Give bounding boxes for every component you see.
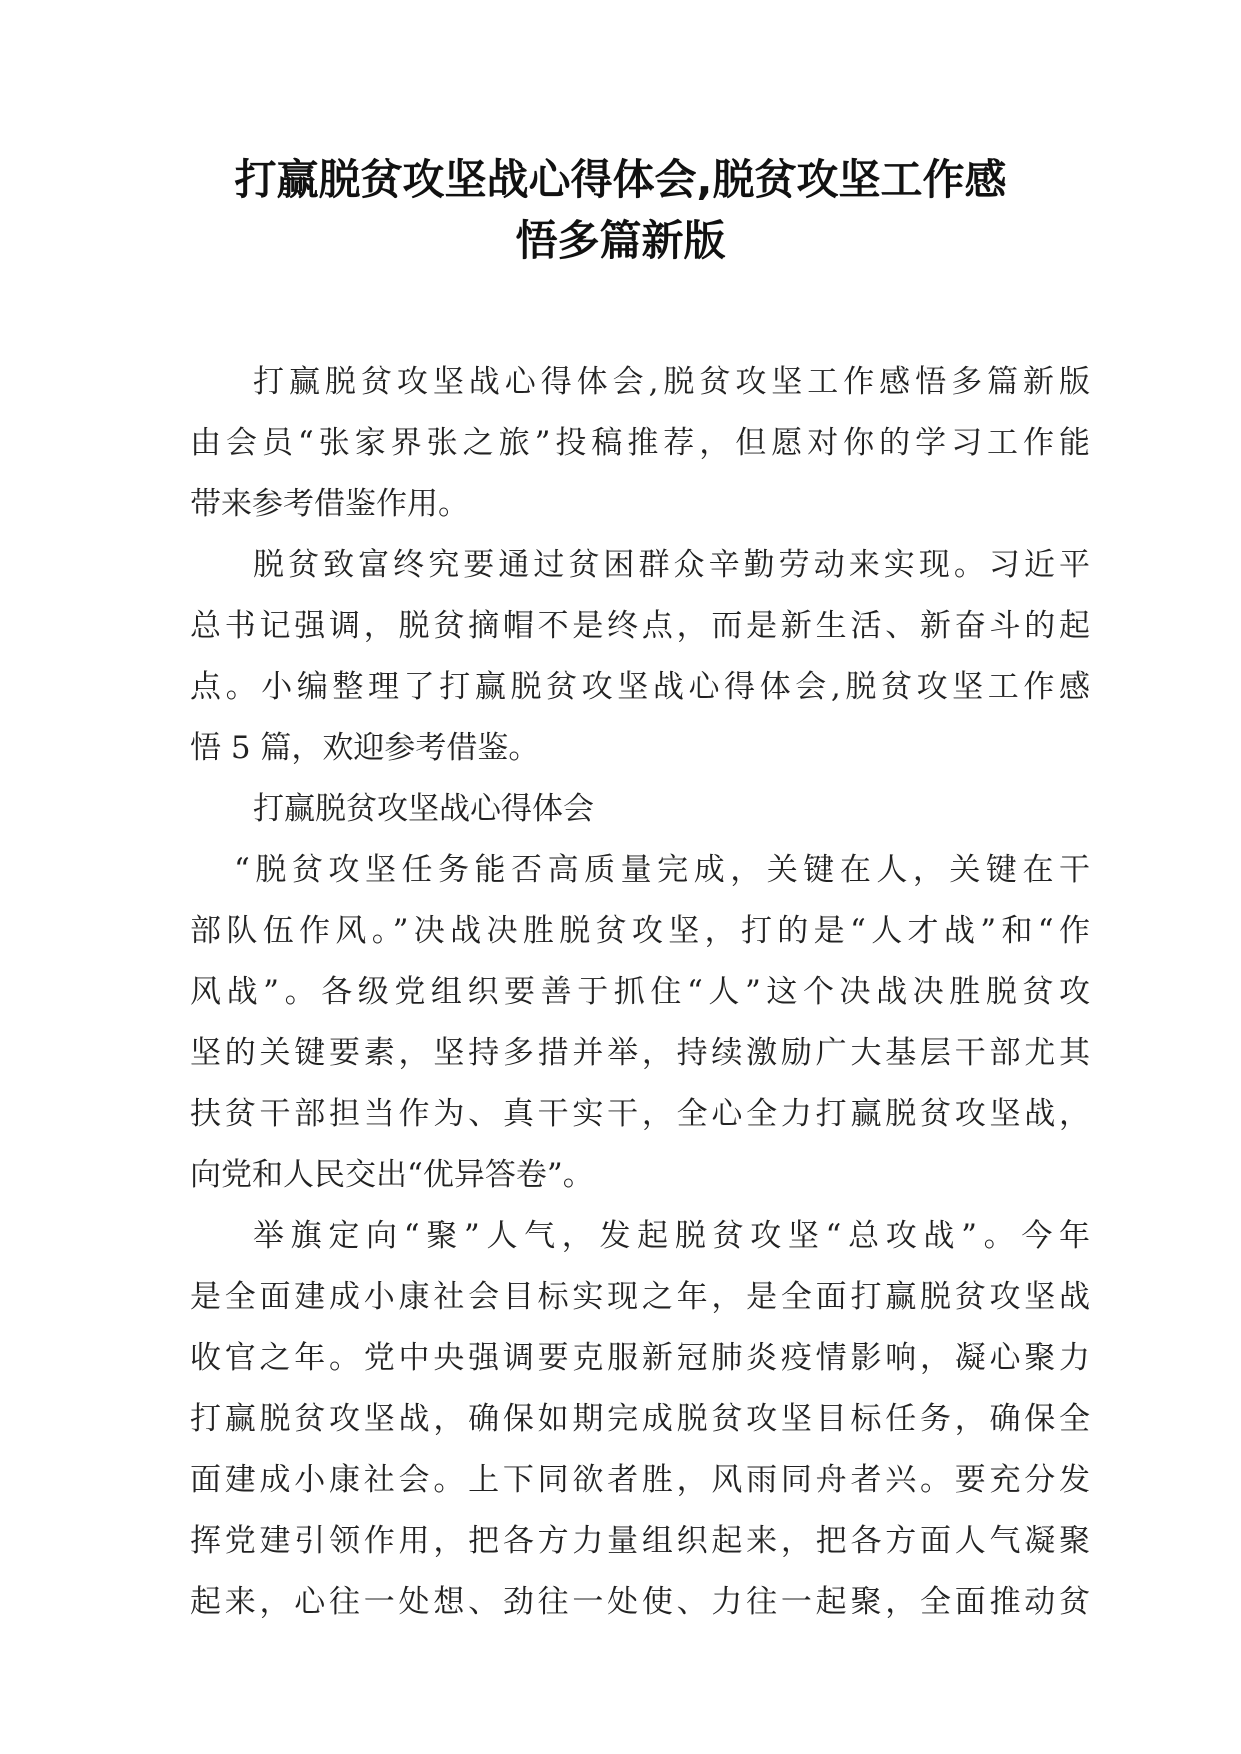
paragraph-line: 点。小编整理了打赢脱贫攻坚战心得体会,脱贫攻坚工作感 bbox=[190, 669, 1090, 705]
title-line: 打赢脱贫攻坚战心得体会,脱贫攻坚工作感 bbox=[234, 155, 1007, 204]
paragraph-quote bbox=[190, 840, 1090, 1206]
paragraph-line: 举旗定向“聚”人气，发起脱贫攻坚“总攻战”。今年 bbox=[253, 1218, 1090, 1254]
paragraph-line: 扶贫干部担当作为、真干实干，全心全力打赢脱贫攻坚战， bbox=[190, 1096, 1090, 1132]
document-body bbox=[190, 352, 1090, 1633]
section-heading-text: 打赢脱贫攻坚战心得体会 bbox=[253, 791, 594, 827]
paragraph-line: 脱贫致富终究要通过贫困群众辛勤劳动来实现。习近平 bbox=[253, 547, 1090, 583]
paragraph-line: 部队伍作风。”决战决胜脱贫攻坚，打的是“人才战”和“作 bbox=[190, 913, 1090, 949]
paragraph-line: 向党和人民交出“优异答卷”。 bbox=[190, 1157, 594, 1193]
paragraph-body bbox=[190, 1206, 1090, 1633]
paragraph-line: 风战”。各级党组织要善于抓住“人”这个决战决胜脱贫攻 bbox=[190, 974, 1090, 1010]
paragraph-line: 坚的关键要素，坚持多措并举，持续激励广大基层干部尤其 bbox=[190, 1035, 1090, 1071]
paragraph-summary bbox=[190, 535, 1090, 779]
paragraph-line: 打赢脱贫攻坚战心得体会,脱贫攻坚工作感悟多篇新版 bbox=[253, 364, 1090, 400]
paragraph-line: 挥党建引领作用，把各方力量组织起来，把各方面人气凝聚 bbox=[190, 1523, 1090, 1559]
paragraph-line: 由会员“张家界张之旅”投稿推荐，但愿对你的学习工作能 bbox=[190, 425, 1090, 461]
document-title bbox=[150, 150, 1091, 272]
paragraph-intro bbox=[190, 352, 1090, 535]
paragraph-line: 打赢脱贫攻坚战，确保如期完成脱贫攻坚目标任务，确保全 bbox=[190, 1401, 1090, 1437]
paragraph-line: 悟 5 篇，欢迎参考借鉴。 bbox=[190, 730, 540, 766]
paragraph-line: 是全面建成小康社会目标实现之年，是全面打赢脱贫攻坚战 bbox=[190, 1279, 1090, 1315]
paragraph-line: “脱贫攻坚任务能否高质量完成，关键在人，关键在干 bbox=[234, 852, 1090, 888]
paragraph-line: 带来参考借鉴作用。 bbox=[190, 486, 469, 522]
paragraph-line: 收官之年。党中央强调要克服新冠肺炎疫情影响，凝心聚力 bbox=[190, 1340, 1090, 1376]
title-line: 悟多篇新版 bbox=[515, 216, 726, 265]
section-heading bbox=[190, 779, 1090, 840]
paragraph-line: 起来，心往一处想、劲往一处使、力往一起聚，全面推动贫 bbox=[190, 1584, 1090, 1620]
paragraph-line: 总书记强调，脱贫摘帽不是终点，而是新生活、新奋斗的起 bbox=[190, 608, 1090, 644]
paragraph-line: 面建成小康社会。上下同欲者胜，风雨同舟者兴。要充分发 bbox=[190, 1462, 1090, 1498]
